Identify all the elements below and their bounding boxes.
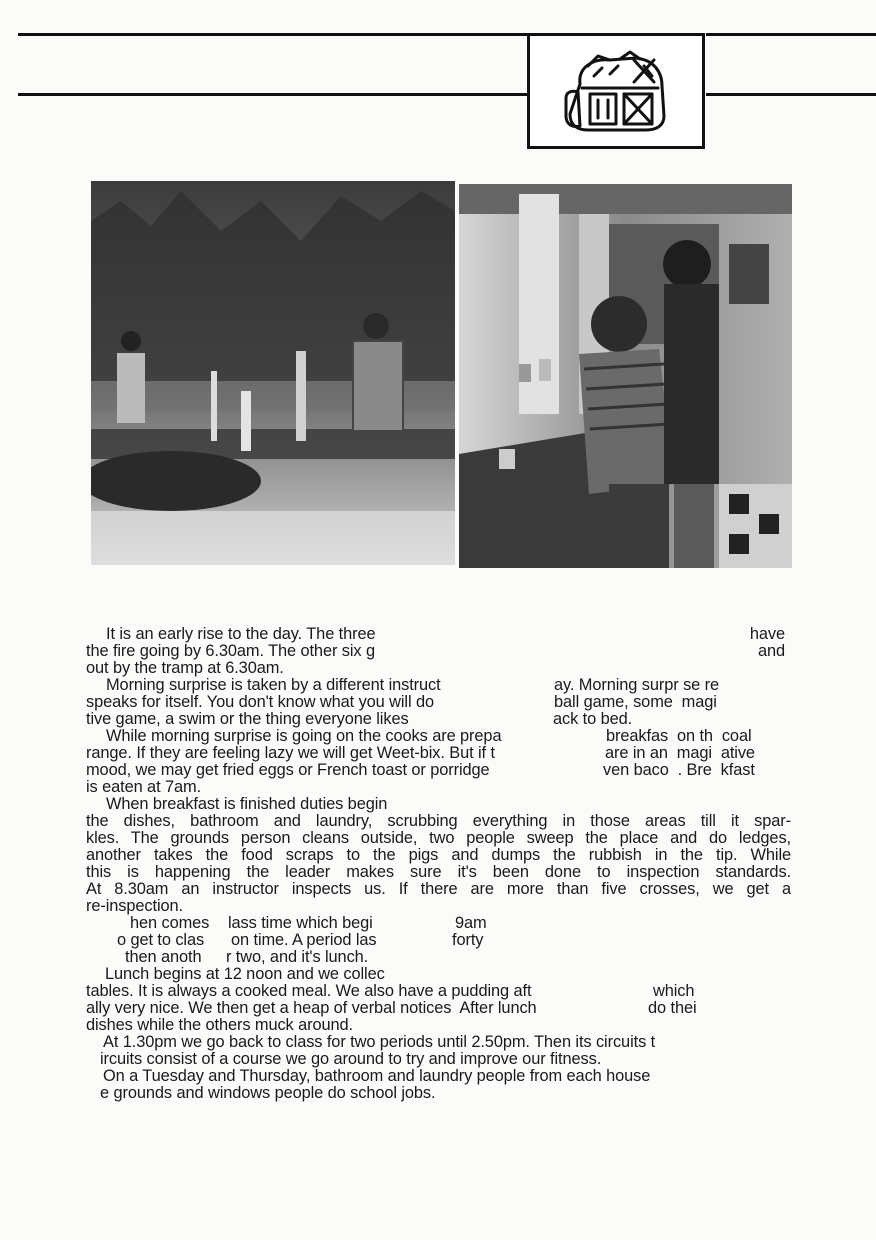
text-segment: forty <box>452 931 484 949</box>
article-line <box>86 711 791 728</box>
header-rule-top-right <box>706 33 876 36</box>
text-segment: range. If they are feeling lazy we will get Weet-bix. But if t <box>86 744 495 762</box>
text-segment: tables. It is always a cooked meal. We also have a pudding aft <box>86 982 532 1000</box>
text-segment: and <box>757 642 785 660</box>
text-segment: another takes the food scraps to the pigs and dumps the rubbish in the tip. While <box>86 846 791 864</box>
article-line <box>86 677 791 694</box>
text-segment: speaks for itself. You don't know what you will do <box>86 693 434 711</box>
text-segment: o get to clas <box>117 931 205 949</box>
article-line <box>86 1034 791 1051</box>
article-line <box>86 864 791 881</box>
text-segment: 9am <box>455 914 487 932</box>
article-line <box>86 643 791 660</box>
header-rule-top-left <box>18 33 528 36</box>
article-line <box>86 1051 791 1068</box>
photo-outdoor-fire-pit <box>91 181 455 565</box>
header-rule-bottom-right <box>706 93 876 96</box>
text-segment: tive game, a swim or the thing everyone likes <box>86 710 409 728</box>
text-segment: then anoth <box>125 948 202 966</box>
article-line <box>86 898 791 915</box>
article-line <box>86 1000 791 1017</box>
article-line <box>86 830 791 847</box>
text-segment: e grounds and windows people do school jobs. <box>100 1084 436 1102</box>
text-segment: is eaten at 7am. <box>86 778 202 796</box>
text-segment: hen comes <box>130 914 210 932</box>
text-segment: ack to bed. <box>553 710 633 728</box>
text-segment: At 8.30am an instructor inspects us. If there are more than five crosses, we get a <box>86 880 791 898</box>
text-segment: mood, we may get fried eggs or French toast or porridge <box>86 761 490 779</box>
text-segment: ball game, some magi <box>554 693 717 711</box>
text-segment: have <box>749 625 785 643</box>
text-segment: the dishes, bathroom and laundry, scrubbing everything in those areas till it spar- <box>86 812 791 830</box>
article-line <box>86 949 791 966</box>
article-line <box>86 1085 791 1102</box>
article-line <box>86 983 791 1000</box>
article-line <box>86 728 791 745</box>
article-line <box>86 915 791 932</box>
article-line <box>86 796 791 813</box>
text-segment: are in an magi ative <box>605 744 755 762</box>
text-segment: kles. The grounds person cleans outside, two people sweep the place and do ledges, <box>86 829 791 847</box>
text-segment: which <box>653 982 695 1000</box>
text-segment: At 1.30pm we go back to class for two periods until 2.50pm. Then its circuits t <box>103 1033 656 1051</box>
article-line <box>86 847 791 864</box>
article-line <box>86 966 791 983</box>
article-line <box>86 932 791 949</box>
header-rule-bottom-left <box>18 93 528 96</box>
text-segment: ven baco . Bre kfast <box>603 761 755 779</box>
article-line <box>86 1017 791 1034</box>
text-segment: the fire going by 6.30am. The other six g <box>86 642 375 660</box>
article-line <box>86 694 791 711</box>
article-body <box>86 626 791 1102</box>
text-segment: ircuits consist of a course we go around to try and improve our fitness. <box>100 1050 602 1068</box>
article-line <box>86 813 791 830</box>
text-segment: ally very nice. We then get a heap of verbal notices After lunch <box>86 999 537 1017</box>
text-segment: do thei <box>648 999 697 1017</box>
article-line <box>86 762 791 779</box>
article-line <box>86 660 791 677</box>
text-segment: dishes while the others muck around. <box>86 1016 353 1034</box>
text-segment: this is happening the leader makes sure it's been done to inspection standards. <box>86 863 791 881</box>
text-segment: on time. A period las <box>231 931 377 949</box>
text-segment: When breakfast is finished duties begin <box>106 795 388 813</box>
backpack-icon <box>558 46 678 136</box>
text-segment: breakfas on th coal <box>606 727 752 745</box>
article-line <box>86 626 791 643</box>
photo-kitchen-sink <box>459 184 792 568</box>
backpack-logo-box <box>527 33 705 149</box>
text-segment: out by the tramp at 6.30am. <box>86 659 284 677</box>
text-segment: r two, and it's lunch. <box>226 948 369 966</box>
text-segment: While morning surprise is going on the cooks are prepa <box>106 727 502 745</box>
article-line <box>86 881 791 898</box>
text-segment: It is an early rise to the day. The three <box>106 625 376 643</box>
text-segment: On a Tuesday and Thursday, bathroom and laundry people from each house <box>103 1067 651 1085</box>
text-segment: Lunch begins at 12 noon and we collec <box>105 965 385 983</box>
text-segment: ay. Morning surpr se re <box>554 676 720 694</box>
text-segment: re-inspection. <box>86 897 183 915</box>
article-line <box>86 745 791 762</box>
text-segment: Morning surprise is taken by a different instruct <box>106 676 441 694</box>
text-segment: lass time which begi <box>228 914 373 932</box>
article-line <box>86 779 791 796</box>
article-line <box>86 1068 791 1085</box>
